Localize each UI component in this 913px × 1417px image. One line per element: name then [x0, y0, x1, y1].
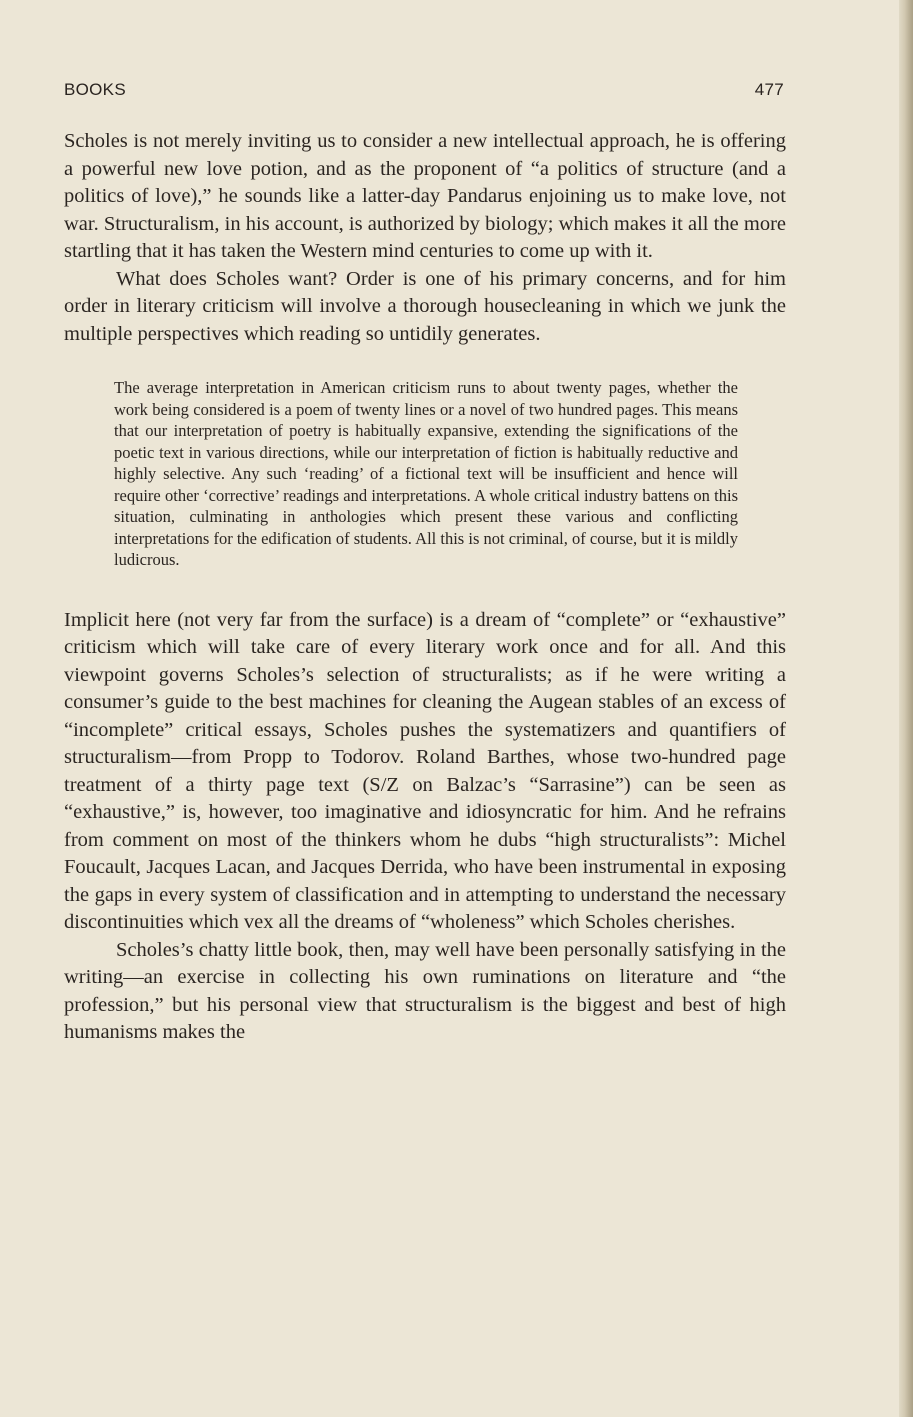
page-spine-edge — [899, 0, 913, 1417]
paragraph-2: What does Scholes want? Order is one of his primary concerns, and for him order in literary criticism will involve a thorough housecleaning in which we junk the multiple perspectives which reading so untidily generates. — [64, 267, 786, 345]
page-number: 477 — [754, 80, 784, 99]
paragraph-1: Scholes is not merely inviting us to consider a new intellectual approach, he is offering a powerful new love potion, and as the proponent of “a politics of structure (and a politics of love),” he sounds like a latter-day Pandarus enjoining us to make love, not war. Structuralism, in his account, is authorized by biology; which makes it all the more startling that it has taken the Western mind centuries to come up with it. — [64, 130, 786, 262]
paragraph-3: Implicit here (not very far from the surface) is a dream of “complete” or “exhaustive” criticism which will take care of every literary work once and for all. And this viewpoint governs Scholes’s selection of structuralists; as if he were writing a consumer’s guide to the best machines for cleaning the Augean stables of an excess of “incomplete” critical essays, Scholes pushes the systematizers and quantifiers of structuralism—from Propp to Todorov. Roland Barthes, whose two-hundred page treatment of a thirty page text (S/Z on Balzac’s “Sarrasine”) can be seen as “exhaustive,” is, however, too imaginative and idiosyncratic for him. And he refrains from comment on most of the thinkers whom he dubs “high structuralists”: Michel Foucault, Jacques Lacan, and Jacques Derrida, who have been instrumental in exposing the gaps in every system of classification and in attempting to understand the necessary discontinuities which vex all the dreams of “wholeness” which Scholes cherishes. — [64, 608, 786, 933]
block-quote: The average interpretation in American criticism runs to about twenty pages, whether the work being considered is a poem of twenty lines or a novel of two hundred pages. This means that our interpretation of poetry is habitually expansive, extending the significations of the poetic text in various directions, while our interpretation of fiction is habitually reductive and highly selective. Any such ‘reading’ of a fictional text will be insufficient and hence will require other ‘corrective’ readings and interpretations. A whole critical industry battens on this situation, culminating in anthologies which present these various and conflicting interpretations for the edification of students. All this is not criminal, of course, but it is mildly ludicrous. — [114, 378, 738, 569]
running-header — [64, 80, 784, 104]
paragraph-4: Scholes’s chatty little book, then, may well have been personally satisfying in the writing—an exercise in collecting his own ruminations on literature and “the profession,” but his personal view that structuralism is the biggest and best of high humanisms makes the — [64, 938, 786, 1043]
page-body — [64, 128, 786, 1047]
running-head-title: BOOKS — [64, 80, 126, 99]
